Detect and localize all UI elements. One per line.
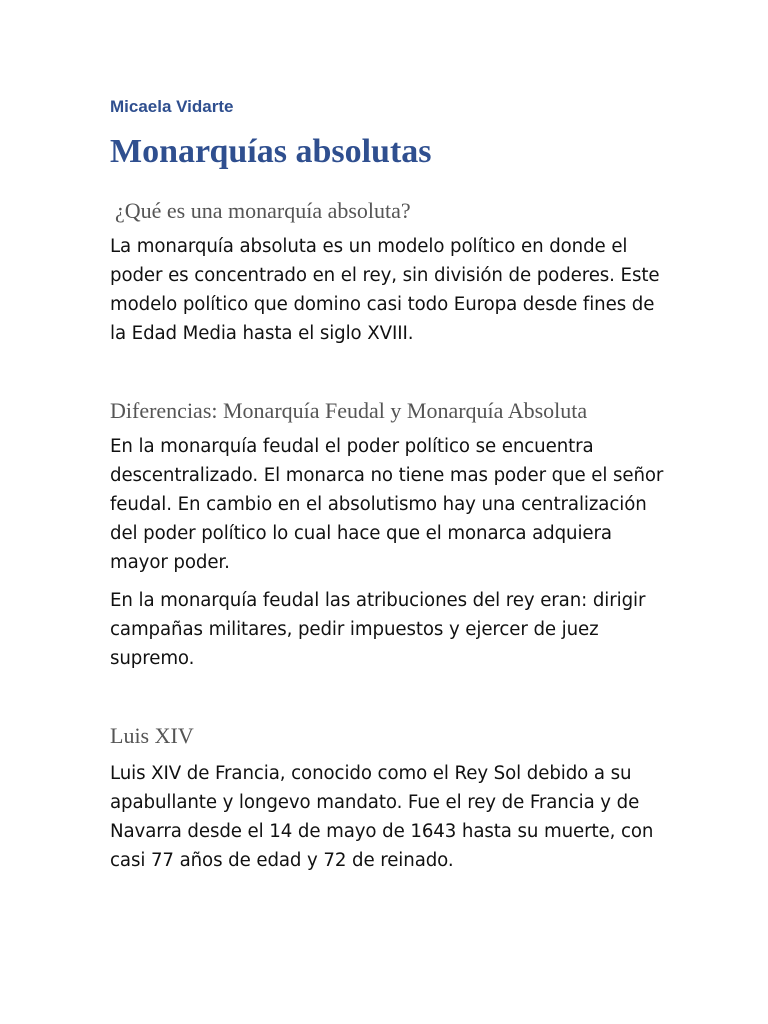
section-paragraph: En la monarquía feudal las atribuciones del rey eran: dirigir campañas militares, pedir impuestos y ejercer de juez supremo. (110, 590, 646, 669)
document-title: Monarquías absolutas (110, 133, 432, 170)
section-paragraph: En la monarquía feudal el poder político se encuentra descentralizado. El monarca no tiene mas poder que el señor feudal. En cambio en el absolutismo hay una centralización del poder político lo cual hace que el monarca adquiera mayor poder. (110, 436, 664, 573)
document-page (110, 96, 670, 875)
section-heading-luis-xiv: Luis XIV (110, 723, 194, 748)
section-heading-que-es: ¿Qué es una monarquía absoluta? (115, 198, 411, 223)
section-heading-diferencias: Diferencias: Monarquía Feudal y Monarquía Absoluta (110, 398, 588, 423)
author-name: Micaela Vidarte (110, 97, 234, 116)
section-paragraph: Luis XIV de Francia, conocido como el Rey Sol debido a su apabullante y longevo mandato. Fue el rey de Francia y de Navarra desde el 14 de mayo de 1643 hasta su muerte, con casi 77 años de edad y 72 de reinado. (110, 763, 654, 871)
section-paragraph: La monarquía absoluta es un modelo político en donde el poder es concentrado en el rey, sin división de poderes. Este modelo político que domino casi todo Europa desde fines de la Edad Media hasta el siglo XVIII. (110, 236, 660, 344)
